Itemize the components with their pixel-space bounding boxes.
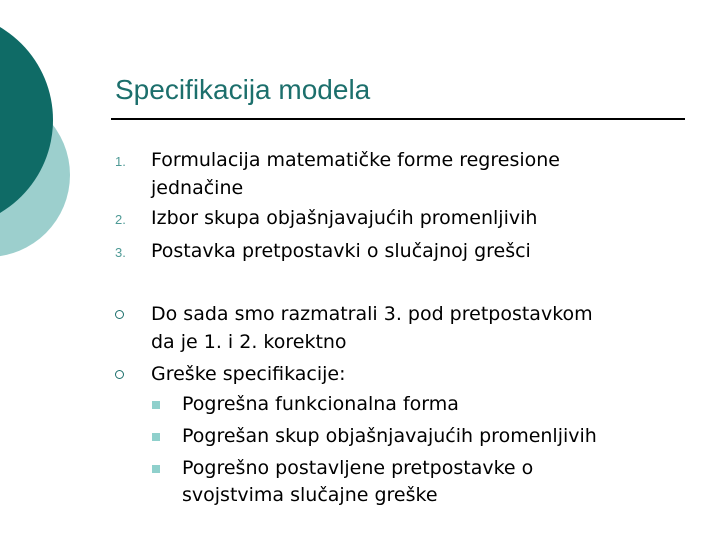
item-text-line: Postavka pretpostavki o slučajnoj grešci <box>151 240 531 262</box>
item-text-line: Greške specifikacije: <box>151 363 346 385</box>
slide-title: Specifikacija modela <box>115 74 371 105</box>
item-number: 1. <box>115 154 126 169</box>
item-text-line: Pogrešna funkcionalna forma <box>182 393 459 415</box>
item-text-line: Formulacija matematičke forme regresione <box>151 149 560 171</box>
square-bullet-icon <box>152 401 160 409</box>
item-text-line: Izbor skupa objašnjavajućih promenljivih <box>151 207 538 229</box>
item-number: 2. <box>115 212 126 227</box>
item-text-line: svojstvima slučajne greške <box>182 484 438 506</box>
title-divider <box>111 118 685 120</box>
item-number: 3. <box>115 245 126 260</box>
circle-bullet-icon <box>115 370 124 379</box>
decorative-circles <box>0 0 80 290</box>
circle-bullet-icon <box>115 310 124 319</box>
square-bullet-icon <box>152 465 160 473</box>
square-bullet-icon <box>152 433 160 441</box>
item-text-line: Pogrešan skup objašnjavajućih promenljivih <box>182 425 597 447</box>
item-text-line: da je 1. i 2. korektno <box>151 331 347 353</box>
item-text-line: Do sada smo razmatrali 3. pod pretpostavkom <box>151 303 593 325</box>
item-text-line: Pogrešno postavljene pretpostavke o <box>182 457 534 479</box>
item-text-line: jednačine <box>151 177 244 199</box>
